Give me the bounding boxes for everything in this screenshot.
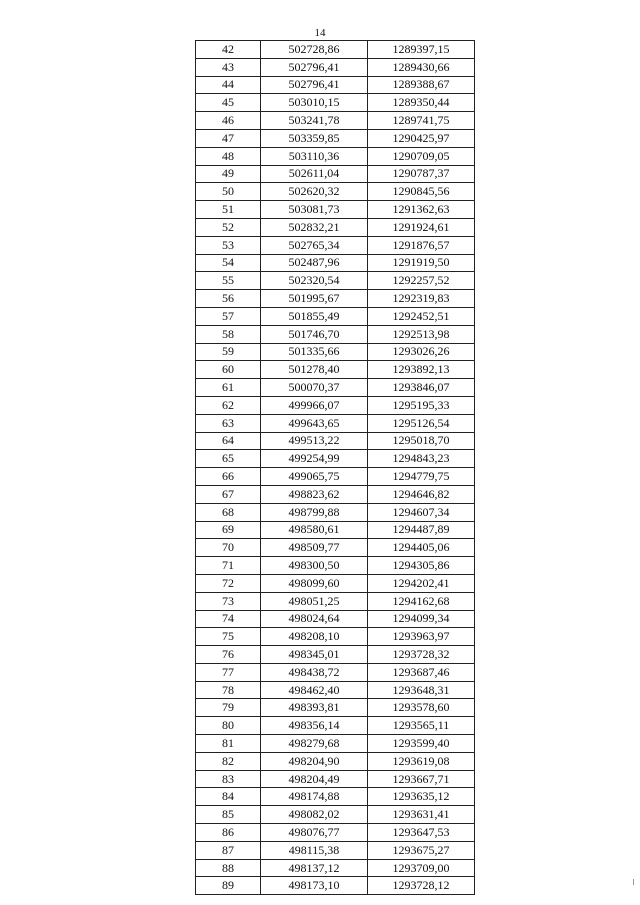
x-coordinate-cell: 498799,88 <box>261 503 368 521</box>
point-number-cell: 54 <box>196 254 261 272</box>
table-row <box>196 877 475 895</box>
x-coordinate-cell: 498345,01 <box>261 646 368 664</box>
point-number-cell: 59 <box>196 343 261 361</box>
point-number-cell: 63 <box>196 414 261 432</box>
y-coordinate-cell: 1294779,75 <box>368 468 475 486</box>
table-row <box>196 557 475 575</box>
point-number-cell: 61 <box>196 379 261 397</box>
x-coordinate-cell: 498509,77 <box>261 539 368 557</box>
y-coordinate-cell: 1293648,31 <box>368 681 475 699</box>
point-number-cell: 83 <box>196 770 261 788</box>
x-coordinate-cell: 498356,14 <box>261 717 368 735</box>
point-number-cell: 77 <box>196 663 261 681</box>
table-row <box>196 735 475 753</box>
x-coordinate-cell: 502832,21 <box>261 218 368 236</box>
point-number-cell: 67 <box>196 485 261 503</box>
point-number-cell: 49 <box>196 165 261 183</box>
y-coordinate-cell: 1292319,83 <box>368 290 475 308</box>
y-coordinate-cell: 1294305,86 <box>368 557 475 575</box>
point-number-cell: 72 <box>196 574 261 592</box>
x-coordinate-cell: 503241,78 <box>261 112 368 130</box>
table-row <box>196 450 475 468</box>
x-coordinate-cell: 499513,22 <box>261 432 368 450</box>
y-coordinate-cell: 1289741,75 <box>368 112 475 130</box>
point-number-cell: 65 <box>196 450 261 468</box>
x-coordinate-cell: 499643,65 <box>261 414 368 432</box>
point-number-cell: 79 <box>196 699 261 717</box>
y-coordinate-cell: 1295195,33 <box>368 396 475 414</box>
y-coordinate-cell: 1290845,56 <box>368 183 475 201</box>
point-number-cell: 75 <box>196 628 261 646</box>
point-number-cell: 74 <box>196 610 261 628</box>
x-coordinate-cell: 498438,72 <box>261 663 368 681</box>
y-coordinate-cell: 1290787,37 <box>368 165 475 183</box>
y-coordinate-cell: 1294607,34 <box>368 503 475 521</box>
y-coordinate-cell: 1293619,08 <box>368 752 475 770</box>
x-coordinate-cell: 501995,67 <box>261 290 368 308</box>
y-coordinate-cell: 1292513,98 <box>368 325 475 343</box>
y-coordinate-cell: 1293667,71 <box>368 770 475 788</box>
y-coordinate-cell: 1291362,63 <box>368 201 475 219</box>
y-coordinate-cell: 1294487,89 <box>368 521 475 539</box>
point-number-cell: 78 <box>196 681 261 699</box>
point-number-cell: 47 <box>196 129 261 147</box>
x-coordinate-cell: 498204,49 <box>261 770 368 788</box>
table-row <box>196 325 475 343</box>
table-row <box>196 183 475 201</box>
table-row <box>196 201 475 219</box>
y-coordinate-cell: 1289430,66 <box>368 58 475 76</box>
point-number-cell: 45 <box>196 94 261 112</box>
x-coordinate-cell: 503359,85 <box>261 129 368 147</box>
y-coordinate-cell: 1293963,97 <box>368 628 475 646</box>
table-row <box>196 610 475 628</box>
y-coordinate-cell: 1293647,53 <box>368 824 475 842</box>
table-row <box>196 94 475 112</box>
table-row <box>196 218 475 236</box>
scan-edge-mark <box>633 879 634 885</box>
table-row <box>196 76 475 94</box>
y-coordinate-cell: 1293565,11 <box>368 717 475 735</box>
table-row <box>196 272 475 290</box>
y-coordinate-cell: 1294843,23 <box>368 450 475 468</box>
y-coordinate-cell: 1293578,60 <box>368 699 475 717</box>
x-coordinate-cell: 498115,38 <box>261 841 368 859</box>
table-row <box>196 379 475 397</box>
x-coordinate-cell: 498462,40 <box>261 681 368 699</box>
point-number-cell: 87 <box>196 841 261 859</box>
y-coordinate-cell: 1294202,41 <box>368 574 475 592</box>
table-row <box>196 414 475 432</box>
y-coordinate-cell: 1293635,12 <box>368 788 475 806</box>
y-coordinate-cell: 1293846,07 <box>368 379 475 397</box>
coordinates-table <box>195 40 475 895</box>
point-number-cell: 42 <box>196 41 261 59</box>
y-coordinate-cell: 1290425,97 <box>368 129 475 147</box>
point-number-cell: 55 <box>196 272 261 290</box>
x-coordinate-cell: 498208,10 <box>261 628 368 646</box>
table-row <box>196 859 475 877</box>
x-coordinate-cell: 500070,37 <box>261 379 368 397</box>
table-row <box>196 236 475 254</box>
point-number-cell: 48 <box>196 147 261 165</box>
y-coordinate-cell: 1293892,13 <box>368 361 475 379</box>
x-coordinate-cell: 502620,32 <box>261 183 368 201</box>
point-number-cell: 52 <box>196 218 261 236</box>
point-number-cell: 88 <box>196 859 261 877</box>
x-coordinate-cell: 499966,07 <box>261 396 368 414</box>
coordinates-table-body <box>196 41 475 895</box>
table-row <box>196 290 475 308</box>
table-row <box>196 681 475 699</box>
table-row <box>196 503 475 521</box>
x-coordinate-cell: 499254,99 <box>261 450 368 468</box>
table-row <box>196 147 475 165</box>
y-coordinate-cell: 1292257,52 <box>368 272 475 290</box>
y-coordinate-cell: 1291876,57 <box>368 236 475 254</box>
table-row <box>196 628 475 646</box>
table-row <box>196 824 475 842</box>
x-coordinate-cell: 502796,41 <box>261 58 368 76</box>
x-coordinate-cell: 498137,12 <box>261 859 368 877</box>
x-coordinate-cell: 503110,36 <box>261 147 368 165</box>
point-number-cell: 73 <box>196 592 261 610</box>
point-number-cell: 51 <box>196 201 261 219</box>
x-coordinate-cell: 503081,73 <box>261 201 368 219</box>
table-row <box>196 41 475 59</box>
x-coordinate-cell: 503010,15 <box>261 94 368 112</box>
point-number-cell: 70 <box>196 539 261 557</box>
point-number-cell: 58 <box>196 325 261 343</box>
point-number-cell: 53 <box>196 236 261 254</box>
point-number-cell: 81 <box>196 735 261 753</box>
y-coordinate-cell: 1293687,46 <box>368 663 475 681</box>
point-number-cell: 80 <box>196 717 261 735</box>
y-coordinate-cell: 1295018,70 <box>368 432 475 450</box>
x-coordinate-cell: 502487,96 <box>261 254 368 272</box>
y-coordinate-cell: 1294405,06 <box>368 539 475 557</box>
y-coordinate-cell: 1294099,34 <box>368 610 475 628</box>
point-number-cell: 85 <box>196 806 261 824</box>
y-coordinate-cell: 1290709,05 <box>368 147 475 165</box>
point-number-cell: 66 <box>196 468 261 486</box>
point-number-cell: 44 <box>196 76 261 94</box>
table-row <box>196 592 475 610</box>
table-row <box>196 165 475 183</box>
point-number-cell: 84 <box>196 788 261 806</box>
y-coordinate-cell: 1291919,50 <box>368 254 475 272</box>
x-coordinate-cell: 498204,90 <box>261 752 368 770</box>
x-coordinate-cell: 502611,04 <box>261 165 368 183</box>
y-coordinate-cell: 1293599,40 <box>368 735 475 753</box>
table-row <box>196 307 475 325</box>
x-coordinate-cell: 498300,50 <box>261 557 368 575</box>
y-coordinate-cell: 1289388,67 <box>368 76 475 94</box>
table-row <box>196 254 475 272</box>
x-coordinate-cell: 501855,49 <box>261 307 368 325</box>
point-number-cell: 57 <box>196 307 261 325</box>
table-row <box>196 58 475 76</box>
table-row <box>196 717 475 735</box>
page-number: 14 <box>314 27 326 39</box>
x-coordinate-cell: 501335,66 <box>261 343 368 361</box>
table-row <box>196 699 475 717</box>
x-coordinate-cell: 501278,40 <box>261 361 368 379</box>
table-row <box>196 129 475 147</box>
point-number-cell: 69 <box>196 521 261 539</box>
y-coordinate-cell: 1295126,54 <box>368 414 475 432</box>
x-coordinate-cell: 502728,86 <box>261 41 368 59</box>
x-coordinate-cell: 502320,54 <box>261 272 368 290</box>
x-coordinate-cell: 498082,02 <box>261 806 368 824</box>
x-coordinate-cell: 498580,61 <box>261 521 368 539</box>
table-row <box>196 468 475 486</box>
x-coordinate-cell: 498076,77 <box>261 824 368 842</box>
y-coordinate-cell: 1289350,44 <box>368 94 475 112</box>
x-coordinate-cell: 498173,10 <box>261 877 368 895</box>
point-number-cell: 71 <box>196 557 261 575</box>
y-coordinate-cell: 1293709,00 <box>368 859 475 877</box>
x-coordinate-cell: 498099,60 <box>261 574 368 592</box>
y-coordinate-cell: 1293675,27 <box>368 841 475 859</box>
y-coordinate-cell: 1294162,68 <box>368 592 475 610</box>
point-number-cell: 64 <box>196 432 261 450</box>
x-coordinate-cell: 502796,41 <box>261 76 368 94</box>
table-row <box>196 396 475 414</box>
y-coordinate-cell: 1293631,41 <box>368 806 475 824</box>
table-row <box>196 770 475 788</box>
point-number-cell: 43 <box>196 58 261 76</box>
x-coordinate-cell: 498279,68 <box>261 735 368 753</box>
x-coordinate-cell: 499065,75 <box>261 468 368 486</box>
table-row <box>196 112 475 130</box>
table-row <box>196 521 475 539</box>
y-coordinate-cell: 1294646,82 <box>368 485 475 503</box>
x-coordinate-cell: 498024,64 <box>261 610 368 628</box>
x-coordinate-cell: 498823,62 <box>261 485 368 503</box>
y-coordinate-cell: 1293026,26 <box>368 343 475 361</box>
point-number-cell: 68 <box>196 503 261 521</box>
table-row <box>196 806 475 824</box>
y-coordinate-cell: 1292452,51 <box>368 307 475 325</box>
table-row <box>196 752 475 770</box>
point-number-cell: 82 <box>196 752 261 770</box>
point-number-cell: 46 <box>196 112 261 130</box>
point-number-cell: 60 <box>196 361 261 379</box>
x-coordinate-cell: 498393,81 <box>261 699 368 717</box>
x-coordinate-cell: 498051,25 <box>261 592 368 610</box>
point-number-cell: 62 <box>196 396 261 414</box>
x-coordinate-cell: 501746,70 <box>261 325 368 343</box>
table-row <box>196 788 475 806</box>
table-row <box>196 574 475 592</box>
x-coordinate-cell: 498174,88 <box>261 788 368 806</box>
y-coordinate-cell: 1291924,61 <box>368 218 475 236</box>
table-row <box>196 485 475 503</box>
point-number-cell: 76 <box>196 646 261 664</box>
point-number-cell: 50 <box>196 183 261 201</box>
table-row <box>196 539 475 557</box>
point-number-cell: 56 <box>196 290 261 308</box>
x-coordinate-cell: 502765,34 <box>261 236 368 254</box>
table-row <box>196 343 475 361</box>
table-row <box>196 432 475 450</box>
y-coordinate-cell: 1289397,15 <box>368 41 475 59</box>
point-number-cell: 86 <box>196 824 261 842</box>
table-row <box>196 841 475 859</box>
table-row <box>196 663 475 681</box>
y-coordinate-cell: 1293728,12 <box>368 877 475 895</box>
point-number-cell: 89 <box>196 877 261 895</box>
y-coordinate-cell: 1293728,32 <box>368 646 475 664</box>
table-row <box>196 361 475 379</box>
table-row <box>196 646 475 664</box>
